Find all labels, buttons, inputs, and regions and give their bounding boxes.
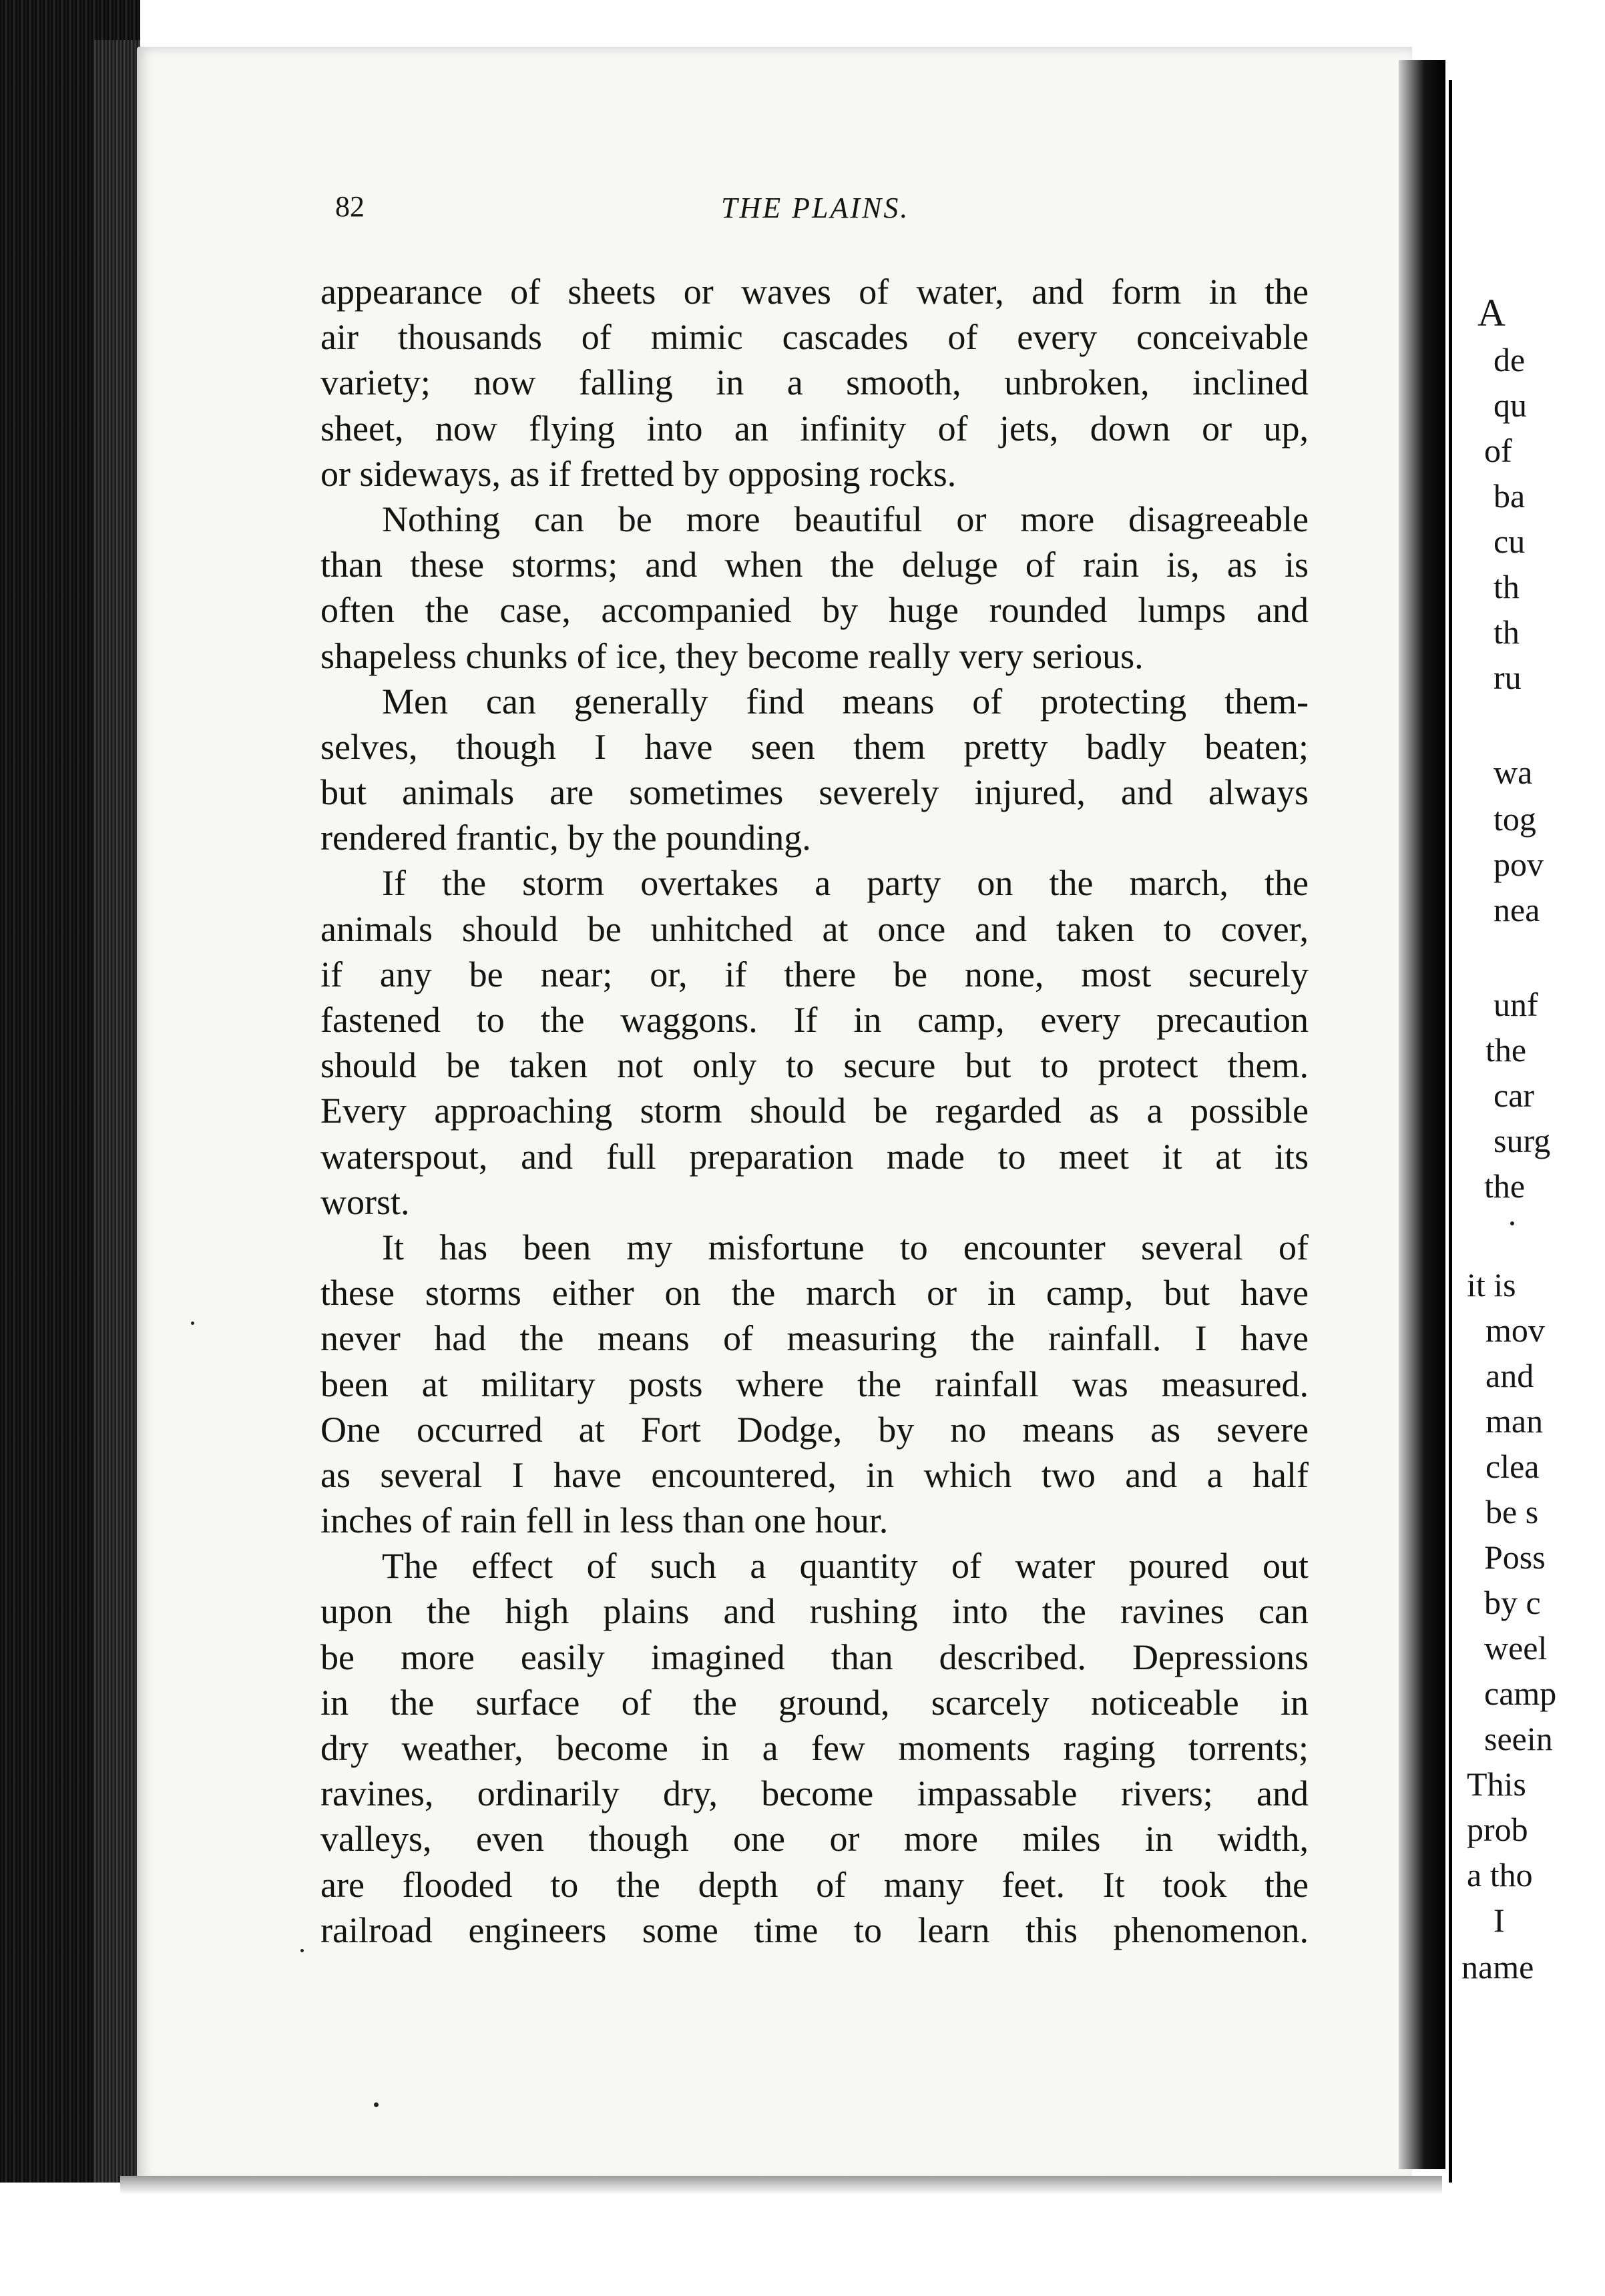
text-line: railroad engineers some time to learn this phenomenon.	[320, 1910, 1309, 1950]
text-line: One occurred at Fort Dodge, by no means as severe	[320, 1409, 1309, 1450]
text-line: if any be near; or, if there be none, most securely	[320, 954, 1309, 994]
facing-page-fragment: cu	[1494, 523, 1526, 560]
body-text	[320, 269, 1309, 1953]
text-line: upon the high plains and rushing into the ravines can	[320, 1591, 1309, 1632]
scan-margin	[0, 2183, 1605, 2296]
text-line: Nothing can be more beautiful or more disagreeable	[382, 499, 1309, 539]
facing-page-fragment: mov	[1485, 1312, 1545, 1349]
facing-page-fragment: it is	[1467, 1266, 1516, 1304]
text-line: valleys, even though one or more miles in width,	[320, 1819, 1309, 1859]
scan-speck	[300, 1949, 304, 1952]
running-head: THE PLAINS.	[721, 192, 910, 224]
text-line: ravines, ordinarily dry, become impassable rivers; and	[320, 1773, 1309, 1814]
text-line: worst.	[320, 1181, 410, 1222]
facing-page-fragment: ru	[1494, 659, 1522, 696]
text-line: appearance of sheets or waves of water, and form in the	[320, 272, 1309, 312]
text-line: The effect of such a quantity of water poured out	[382, 1546, 1309, 1587]
facing-page-fragment: of	[1484, 432, 1512, 469]
facing-page-fragment: I	[1494, 1902, 1505, 1939]
facing-page-fragment: and	[1485, 1357, 1534, 1394]
page-edges	[93, 40, 140, 2216]
text-line: shapeless chunks of ice, they become really very serious.	[320, 635, 1144, 676]
text-line: Every approaching storm should be regarded as a possible	[320, 1091, 1309, 1131]
facing-page-fragment: clea	[1485, 1448, 1540, 1485]
facing-page-fragment: de	[1494, 341, 1526, 378]
scan-speck	[374, 2102, 379, 2107]
text-line: selves, though I have seen them pretty badly beaten;	[320, 726, 1309, 767]
text-line: variety; now falling in a smooth, unbroken, inclined	[320, 362, 1309, 403]
text-line: as several I have encountered, in which two and a half	[320, 1454, 1309, 1495]
text-line: animals should be unhitched at once and taken to cover,	[320, 908, 1309, 949]
text-line: be more easily imagined than described. Depressions	[320, 1637, 1309, 1677]
text-line: Men can generally find means of protecting them-	[382, 681, 1309, 722]
facing-page-fragment: the	[1485, 1031, 1527, 1069]
facing-page-fragment: This	[1467, 1765, 1526, 1803]
facing-page-fragment: pov	[1494, 846, 1544, 883]
text-line: never had the means of measuring the rainfall. I have	[320, 1318, 1309, 1359]
facing-page-fragment: ba	[1494, 477, 1526, 515]
text-line: rendered frantic, by the pounding.	[320, 818, 811, 858]
text-line: inches of rain fell in less than one hour.	[320, 1500, 889, 1541]
text-line: are flooded to the depth of many feet. It took the	[320, 1864, 1309, 1905]
text-line: If the storm overtakes a party on the march, the	[382, 863, 1309, 904]
text-line: waterspout, and full preparation made to meet it at its	[320, 1136, 1309, 1177]
text-line: or sideways, as if fretted by opposing rocks.	[320, 453, 957, 494]
facing-page-fragment: seein	[1484, 1720, 1553, 1757]
page-bottom-shadow	[120, 2176, 1442, 2195]
facing-page-fragment: name	[1461, 1948, 1534, 1986]
facing-page-fragment: qu	[1494, 386, 1527, 424]
facing-page-fragment: th	[1494, 568, 1520, 605]
facing-page-fragment: surg	[1494, 1122, 1551, 1159]
facing-page-fragment: th	[1494, 613, 1520, 651]
text-line: air thousands of mimic cascades of every conceivable	[320, 317, 1309, 358]
text-line: been at military posts where the rainfall was measured.	[320, 1364, 1309, 1404]
facing-page-fragment: tog	[1494, 800, 1536, 838]
facing-page-fragment: camp	[1484, 1675, 1557, 1712]
text-line: It has been my misfortune to encounter several of	[382, 1227, 1309, 1267]
facing-page-fragment: nea	[1494, 891, 1540, 928]
facing-page-fragment: prob	[1467, 1811, 1528, 1848]
text-line: sheet, now flying into an infinity of jets, down or up,	[320, 408, 1309, 449]
text-line: than these storms; and when the deluge of rain is, as is	[320, 545, 1309, 585]
text-line: these storms either on the march or in camp, but have	[320, 1273, 1309, 1314]
facing-page-fragment: man	[1485, 1402, 1544, 1440]
text-line: should be taken not only to secure but to protect them.	[320, 1045, 1309, 1086]
facing-page-fragment: car	[1494, 1077, 1535, 1114]
facing-page-fragment: A	[1477, 291, 1506, 334]
text-line: fastened to the waggons. If in camp, every precaution	[320, 1000, 1309, 1040]
scan-speck	[1510, 1221, 1514, 1225]
text-line: but animals are sometimes severely injured, and always	[320, 772, 1309, 813]
facing-page	[1449, 80, 1605, 2183]
facing-page-fragment: Poss	[1484, 1538, 1546, 1576]
facing-page-fragment: the	[1484, 1167, 1526, 1205]
facing-page-fragment: weel	[1484, 1629, 1548, 1667]
facing-page-fragment: by c	[1484, 1584, 1541, 1621]
facing-page-fragment: be s	[1485, 1493, 1539, 1530]
facing-page-fragment: a tho	[1467, 1856, 1533, 1894]
text-line: in the surface of the ground, scarcely noticeable in	[320, 1682, 1309, 1723]
page-number: 82	[335, 190, 365, 223]
facing-page-fragment: wa	[1494, 754, 1533, 791]
text-line: dry weather, become in a few moments raging torrents;	[320, 1728, 1309, 1768]
text-line: often the case, accompanied by huge rounded lumps and	[320, 590, 1309, 631]
page-gutter-shadow	[1399, 60, 1445, 2169]
scan-speck	[191, 1322, 194, 1325]
facing-page-fragment: unf	[1494, 986, 1538, 1023]
